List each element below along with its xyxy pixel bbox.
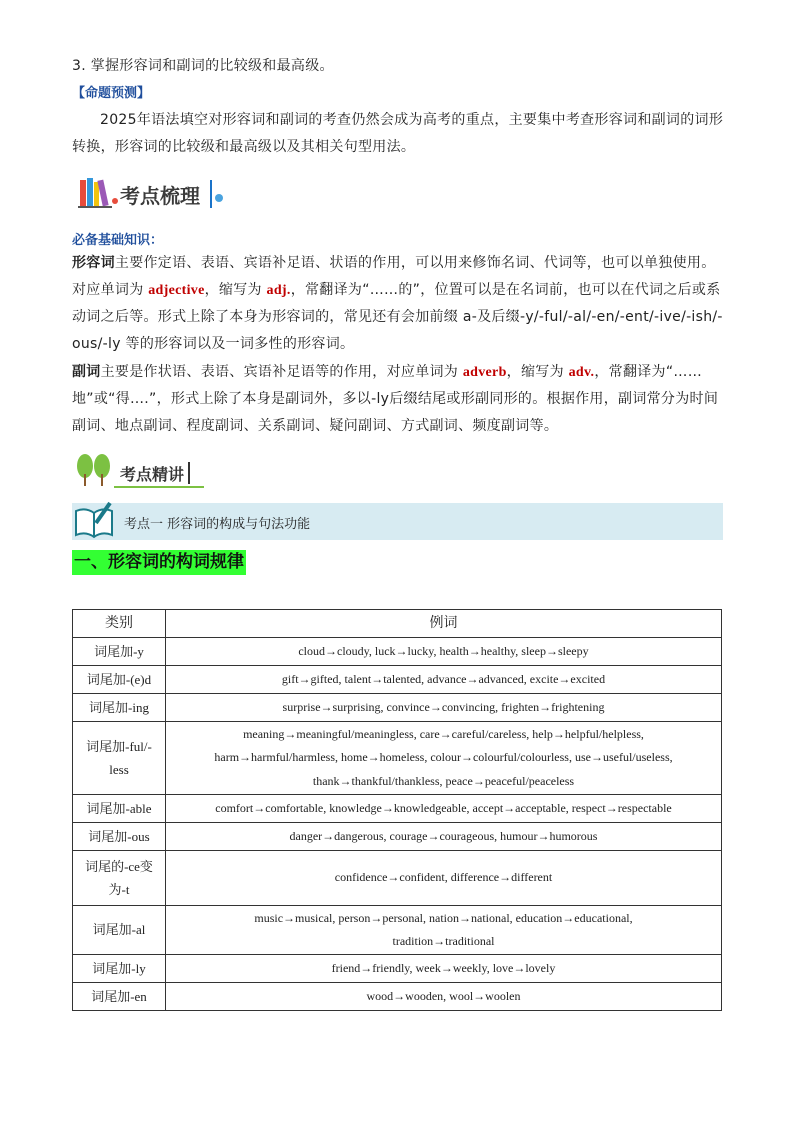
category-cell: 词尾的-ce变为-t [73,851,166,906]
table-row [73,983,722,1011]
kaodian-jingjiang-title: 考点精讲 [120,465,185,484]
example-line: meaning→meaningful/meaningless, care→careful/careless, help→helpful/helpless, [243,726,644,741]
kaodian-shuli-title: 考点梳理 [120,184,200,208]
prediction-label: 【命题预测】 [72,86,151,101]
topic-bar-title: 考点一 形容词的构成与句法功能 [124,517,311,532]
adjective-word: adjective [148,283,205,298]
notebook-pen-icon [72,499,118,539]
example-line: harm→harmful/harmless, home→homeless, colour→colourful/colourless, use→useful/useless, [214,750,673,765]
examples-cell [166,666,722,694]
example-line: gift→gifted, talent→talented, advance→advanced, excite→excited [281,671,606,686]
examples-cell [166,795,722,823]
trees-icon [74,452,114,488]
example-line: danger→dangerous, courage→courageous, humour→humorous [289,828,598,843]
examples-cell [166,722,722,795]
header-category: 类别 [73,610,166,638]
category-cell: 词尾加-ful/-less [73,722,166,795]
category-cell: 词尾加-(e)d [73,666,166,694]
books-icon [78,176,114,210]
examples-cell [166,955,722,983]
example-line: wood→wooden, wool→woolen [366,988,521,1003]
example-line: confidence→confident, difference→different [334,870,553,885]
category-cell: 词尾加-y [73,638,166,666]
category-cell: 词尾加-ly [73,955,166,983]
example-line: comfort→comfortable, knowledge→knowledgeable, accept→acceptable, respect→respectable [215,800,672,815]
example-line: friend→friendly, week→weekly, love→lovely [331,960,556,975]
table-header-row [73,610,722,638]
section-banner-kaodian-jingjiang [74,452,224,490]
dot-icon [215,194,223,202]
prediction-text: 2025年语法填空对形容词和副词的考查仍然会成为高考的重点，主要集中考查形容词和副词的词形转换，形容词的比较级和最高级以及其相关句型用法。 [72,112,724,155]
examples-cell [166,851,722,906]
adverb-abbr: adv. [568,365,595,380]
adjective-abbr: adj. [266,283,291,298]
table-row [73,906,722,955]
category-cell: 词尾加-en [73,983,166,1011]
examples-cell [166,983,722,1011]
example-line: cloud→cloudy, luck→lucky, health→healthy, sleep→sleepy [298,643,589,658]
example-line: music→musical, person→personal, nation→national, education→educational, [254,910,633,925]
adverb-paragraph: 副词主要是作状语、表语、宾语补足语等的作用，对应单词为 adverb，缩写为 adv.，常翻译为“……地”或“得….”，形式上除了本身是副词外，多以-ly后缀结尾或形副同形的。根据作用，副词常分为时间副词、地点副词、程度副词、关系副词、疑问副词、方式副词、频度副词等。 [72,364,719,434]
category-cell: 词尾加-ous [73,823,166,851]
adjective-paragraph: 形容词主要作定语、表语、宾语补足语、状语的作用，可以用来修饰名词、代词等，也可以单独使用。对应单词为 adjective，缩写为 adj.，常翻译为“……的”，位置可以是在名词前，也可以在代词之后或系动词之后等。形式上除了本身为形容词的，常见还有会加前缀 a-及后缀-y/-ful/-al/-en/-ent/-ive/-ish/-ous/-ly 等的形容词以及一词多性的形容词。 [72,255,723,352]
table-row [73,666,722,694]
examples-cell [166,638,722,666]
table-row [73,955,722,983]
example-line: thank→thankful/thankless, peace→peaceful/peaceless [312,773,575,788]
objective-point-3: 3. 掌握形容词和副词的比较级和最高级。 [72,58,334,74]
adverb-term: 副词 [72,364,101,380]
adverb-word: adverb [462,365,507,380]
category-cell: 词尾加-able [73,795,166,823]
section-banner-kaodian-shuli [78,176,228,212]
section-heading: 一、形容词的构词规律 [72,550,246,575]
example-line: tradition→traditional [392,934,495,948]
topic-bar [72,503,723,540]
examples-cell [166,823,722,851]
table-row [73,795,722,823]
examples-cell [166,906,722,955]
table-row [73,823,722,851]
basic-knowledge-label: 必备基础知识： [72,233,164,248]
category-cell: 词尾加-ing [73,694,166,722]
table-row [73,638,722,666]
category-cell: 词尾加-al [73,906,166,955]
example-line: surprise→surprising, convince→convincing, frighten→frightening [282,699,605,714]
word-formation-table [72,609,722,1011]
table-row [73,694,722,722]
table-row [73,851,722,906]
adjective-term: 形容词 [72,255,115,271]
header-examples: 例词 [166,610,722,638]
table-row [73,722,722,795]
examples-cell [166,694,722,722]
